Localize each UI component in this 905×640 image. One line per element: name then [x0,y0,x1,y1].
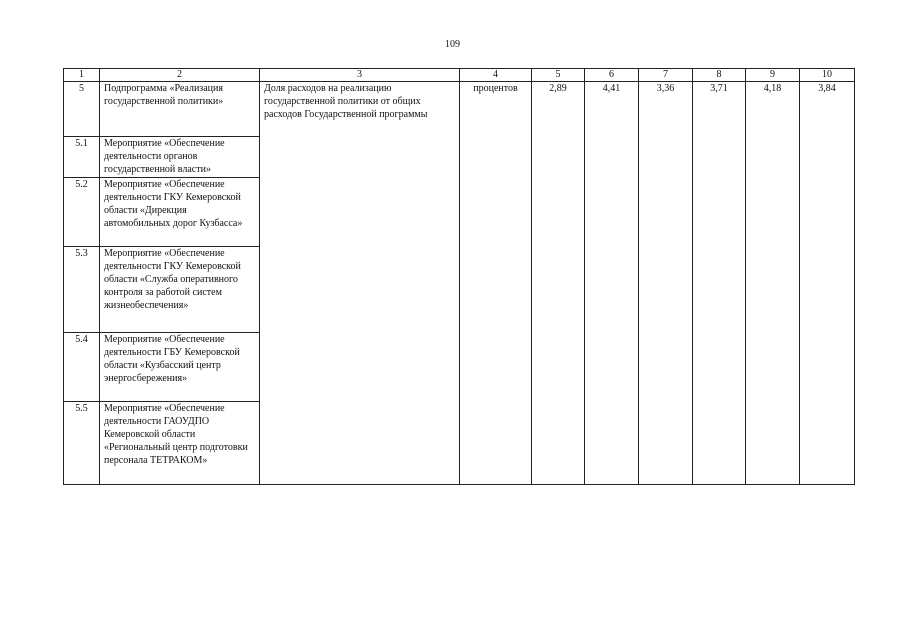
row-name: Мероприятие «Обеспечение деятельности ГБУ Кемеровской области «Кузбасский центр энергосбережения» [100,333,260,402]
indicator-cell: Доля расходов на реализацию государственной политики от общих расходов Государственной программы [260,82,460,485]
value-cell: 4,18 [746,82,800,485]
row-name: Мероприятие «Обеспечение деятельности органов государственной власти» [100,137,260,178]
header-cell: 9 [746,69,800,82]
header-row [64,69,855,82]
header-cell: 5 [532,69,585,82]
row-name: Подпрограмма «Реализация государственной политики» [100,82,260,137]
header-cell: 4 [460,69,532,82]
page-number: 109 [445,39,460,50]
header-cell: 6 [585,69,639,82]
value-cell: 2,89 [532,82,585,485]
header-cell: 8 [693,69,746,82]
row-name: Мероприятие «Обеспечение деятельности ГАОУДПО Кемеровской области «Региональный центр подготовки персонала ТЕТРАКОМ» [100,402,260,485]
header-cell: 1 [64,69,100,82]
row-name: Мероприятие «Обеспечение деятельности ГКУ Кемеровской области «Служба оперативного контроля за работой систем жизнеобеспечения» [100,247,260,333]
data-table [63,68,855,485]
unit-cell: процентов [460,82,532,485]
row-number: 5 [64,82,100,137]
value-cell: 3,71 [693,82,746,485]
value-cell: 3,84 [800,82,855,485]
row-number: 5.1 [64,137,100,178]
table-row [64,82,855,137]
value-cell: 4,41 [585,82,639,485]
row-name: Мероприятие «Обеспечение деятельности ГКУ Кемеровской области «Дирекция автомобильных дорог Кузбасса» [100,178,260,247]
header-cell: 10 [800,69,855,82]
header-cell: 7 [639,69,693,82]
row-number: 5.3 [64,247,100,333]
row-number: 5.4 [64,333,100,402]
row-number: 5.2 [64,178,100,247]
row-number: 5.5 [64,402,100,485]
value-cell: 3,36 [639,82,693,485]
header-cell: 2 [100,69,260,82]
header-cell: 3 [260,69,460,82]
